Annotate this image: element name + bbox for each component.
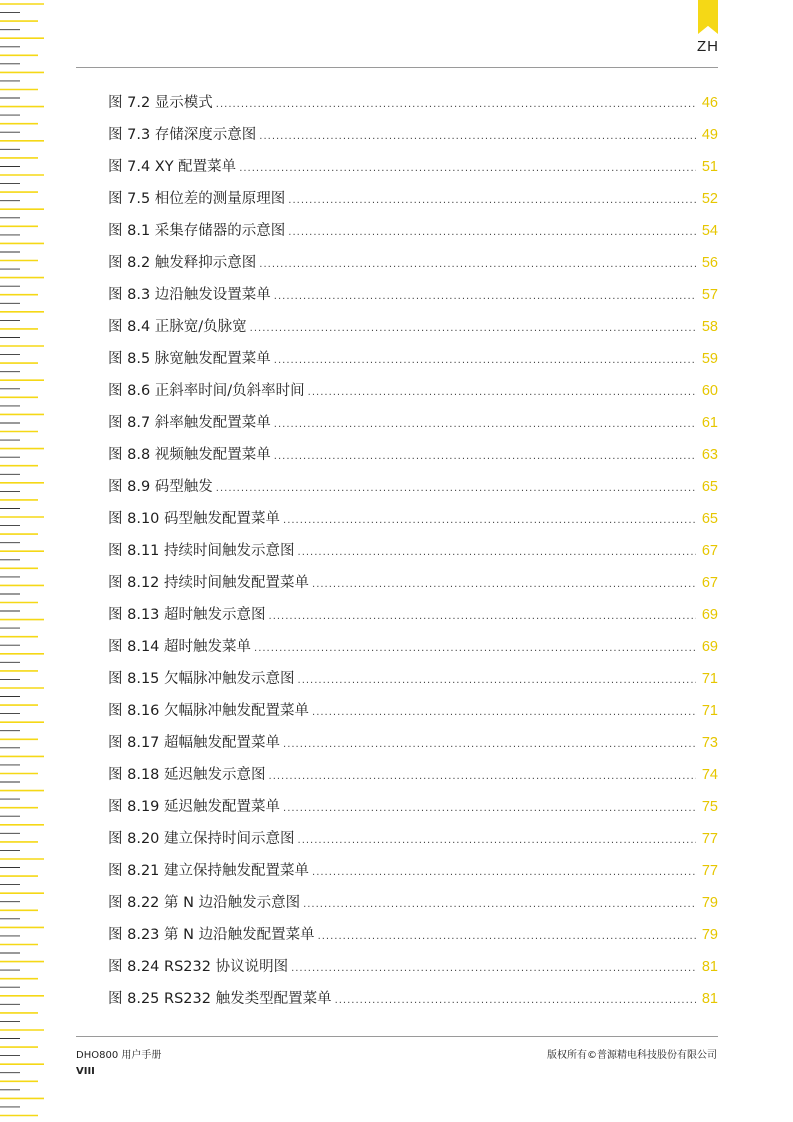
toc-entry-page-number[interactable]: 75 bbox=[701, 799, 718, 815]
toc-entry-label: 图 8.5 脉宽触发配置菜单 bbox=[108, 351, 271, 367]
dot-leader bbox=[298, 665, 696, 697]
dot-leader bbox=[298, 537, 696, 569]
dot-leader bbox=[274, 441, 696, 473]
page-number: VIII bbox=[76, 1066, 95, 1077]
toc-entry-label: 图 8.6 正斜率时间/负斜率时间 bbox=[108, 383, 305, 399]
toc-entry-page-number[interactable]: 57 bbox=[701, 287, 718, 303]
toc-entry-label: 图 7.2 显示模式 bbox=[108, 95, 213, 111]
toc-entry[interactable] bbox=[108, 695, 718, 727]
toc-entry-page-number[interactable]: 73 bbox=[701, 735, 718, 751]
dot-leader bbox=[254, 633, 696, 665]
toc-entry[interactable] bbox=[108, 887, 718, 919]
toc-entry-label: 图 8.21 建立保持触发配置菜单 bbox=[108, 863, 310, 879]
toc-entry[interactable] bbox=[108, 215, 718, 247]
dot-leader bbox=[335, 985, 696, 1017]
dot-leader bbox=[298, 825, 696, 857]
toc-entry-page-number[interactable]: 49 bbox=[701, 127, 718, 143]
decorative-edge-rail bbox=[0, 0, 46, 1122]
dot-leader bbox=[312, 697, 696, 729]
dot-leader bbox=[303, 889, 696, 921]
toc-entry-page-number[interactable]: 77 bbox=[701, 863, 718, 879]
toc-entry-label: 图 8.2 触发释抑示意图 bbox=[108, 255, 257, 271]
toc-entry-label: 图 8.25 RS232 触发类型配置菜单 bbox=[108, 991, 332, 1007]
toc-entry[interactable] bbox=[108, 855, 718, 887]
toc-entry-page-number[interactable]: 71 bbox=[701, 671, 718, 687]
dot-leader bbox=[283, 729, 696, 761]
dot-leader bbox=[269, 601, 696, 633]
toc-entry-label: 图 8.19 延迟触发配置菜单 bbox=[108, 799, 281, 815]
toc-entry-label: 图 8.8 视频触发配置菜单 bbox=[108, 447, 271, 463]
toc-entry-page-number[interactable]: 54 bbox=[701, 223, 718, 239]
toc-entry[interactable] bbox=[108, 151, 718, 183]
toc-entry-label: 图 8.17 超幅触发配置菜单 bbox=[108, 735, 281, 751]
toc-entry-label: 图 8.16 欠幅脉冲触发配置菜单 bbox=[108, 703, 310, 719]
dot-leader bbox=[318, 921, 696, 953]
toc-entry-page-number[interactable]: 56 bbox=[701, 255, 718, 271]
figure-list bbox=[108, 87, 718, 1015]
toc-entry-label: 图 8.1 采集存储器的示意图 bbox=[108, 223, 286, 239]
toc-entry-label: 图 8.14 超时触发菜单 bbox=[108, 639, 252, 655]
toc-entry-page-number[interactable]: 71 bbox=[701, 703, 718, 719]
toc-entry[interactable] bbox=[108, 663, 718, 695]
toc-entry[interactable] bbox=[108, 183, 718, 215]
toc-entry[interactable] bbox=[108, 567, 718, 599]
toc-entry-page-number[interactable]: 67 bbox=[701, 575, 718, 591]
toc-entry-page-number[interactable]: 74 bbox=[701, 767, 718, 783]
toc-entry-page-number[interactable]: 67 bbox=[701, 543, 718, 559]
toc-entry-page-number[interactable]: 81 bbox=[701, 991, 718, 1007]
toc-entry[interactable] bbox=[108, 343, 718, 375]
dot-leader bbox=[283, 505, 696, 537]
toc-entry-page-number[interactable]: 81 bbox=[701, 959, 718, 975]
dot-leader bbox=[274, 345, 696, 377]
toc-entry-label: 图 8.10 码型触发配置菜单 bbox=[108, 511, 281, 527]
toc-entry[interactable] bbox=[108, 471, 718, 503]
toc-entry-page-number[interactable]: 52 bbox=[701, 191, 718, 207]
toc-entry-page-number[interactable]: 79 bbox=[701, 927, 718, 943]
toc-entry[interactable] bbox=[108, 919, 718, 951]
toc-entry[interactable] bbox=[108, 535, 718, 567]
toc-entry-page-number[interactable]: 77 bbox=[701, 831, 718, 847]
toc-entry-label: 图 8.22 第 N 边沿触发示意图 bbox=[108, 895, 301, 911]
toc-entry-page-number[interactable]: 61 bbox=[701, 415, 718, 431]
toc-entry[interactable] bbox=[108, 439, 718, 471]
toc-entry-page-number[interactable]: 46 bbox=[701, 95, 718, 111]
toc-entry[interactable] bbox=[108, 503, 718, 535]
toc-entry[interactable] bbox=[108, 791, 718, 823]
toc-entry-page-number[interactable]: 69 bbox=[701, 607, 718, 623]
toc-entry[interactable] bbox=[108, 279, 718, 311]
toc-entry-label: 图 7.3 存储深度示意图 bbox=[108, 127, 257, 143]
toc-entry[interactable] bbox=[108, 631, 718, 663]
header-divider bbox=[76, 67, 718, 68]
toc-entry-page-number[interactable]: 79 bbox=[701, 895, 718, 911]
toc-entry-page-number[interactable]: 51 bbox=[701, 159, 718, 175]
dot-leader bbox=[274, 281, 696, 313]
manual-title: DHO800 用户手册 bbox=[76, 1050, 162, 1061]
dot-leader bbox=[269, 761, 696, 793]
toc-entry-label: 图 7.5 相位差的测量原理图 bbox=[108, 191, 286, 207]
toc-entry-page-number[interactable]: 65 bbox=[701, 479, 718, 495]
dot-leader bbox=[312, 569, 696, 601]
toc-entry[interactable] bbox=[108, 119, 718, 151]
dot-leader bbox=[259, 249, 696, 281]
toc-entry-page-number[interactable]: 59 bbox=[701, 351, 718, 367]
chapter-tab-marker bbox=[698, 0, 718, 34]
toc-entry[interactable] bbox=[108, 759, 718, 791]
toc-entry-label: 图 8.3 边沿触发设置菜单 bbox=[108, 287, 271, 303]
dot-leader bbox=[250, 313, 696, 345]
dot-leader bbox=[274, 409, 696, 441]
toc-entry[interactable] bbox=[108, 599, 718, 631]
toc-entry[interactable] bbox=[108, 727, 718, 759]
toc-entry-label: 图 8.23 第 N 边沿触发配置菜单 bbox=[108, 927, 315, 943]
toc-entry[interactable] bbox=[108, 951, 718, 983]
toc-entry[interactable] bbox=[108, 87, 718, 119]
dot-leader bbox=[216, 473, 696, 505]
toc-entry[interactable] bbox=[108, 375, 718, 407]
dot-leader bbox=[283, 793, 696, 825]
toc-entry-label: 图 8.15 欠幅脉冲触发示意图 bbox=[108, 671, 295, 687]
dot-leader bbox=[288, 217, 696, 249]
toc-entry-page-number[interactable]: 58 bbox=[701, 319, 718, 335]
dot-leader bbox=[216, 89, 696, 121]
dot-leader bbox=[288, 185, 696, 217]
dot-leader bbox=[308, 377, 696, 409]
toc-entry[interactable] bbox=[108, 247, 718, 279]
copyright-notice: 版权所有©普源精电科技股份有限公司 bbox=[547, 1050, 717, 1061]
toc-entry-page-number[interactable]: 60 bbox=[701, 383, 718, 399]
toc-entry-label: 图 7.4 XY 配置菜单 bbox=[108, 159, 237, 175]
toc-entry-label: 图 8.18 延迟触发示意图 bbox=[108, 767, 266, 783]
footer-divider bbox=[76, 1036, 718, 1037]
toc-entry-label: 图 8.20 建立保持时间示意图 bbox=[108, 831, 295, 847]
toc-entry[interactable] bbox=[108, 983, 718, 1015]
dot-leader bbox=[312, 857, 696, 889]
toc-entry-label: 图 8.7 斜率触发配置菜单 bbox=[108, 415, 271, 431]
toc-entry-label: 图 8.12 持续时间触发配置菜单 bbox=[108, 575, 310, 591]
dot-leader bbox=[239, 153, 696, 185]
toc-entry-label: 图 8.9 码型触发 bbox=[108, 479, 213, 495]
toc-entry-page-number[interactable]: 63 bbox=[701, 447, 718, 463]
toc-entry-page-number[interactable]: 65 bbox=[701, 511, 718, 527]
toc-entry[interactable] bbox=[108, 407, 718, 439]
dot-leader bbox=[291, 953, 696, 985]
toc-entry[interactable] bbox=[108, 823, 718, 855]
toc-entry-label: 图 8.13 超时触发示意图 bbox=[108, 607, 266, 623]
toc-entry-label: 图 8.24 RS232 协议说明图 bbox=[108, 959, 289, 975]
dot-leader bbox=[259, 121, 696, 153]
toc-entry-page-number[interactable]: 69 bbox=[701, 639, 718, 655]
language-tag: ZH bbox=[697, 38, 719, 55]
toc-entry[interactable] bbox=[108, 311, 718, 343]
toc-entry-label: 图 8.4 正脉宽/负脉宽 bbox=[108, 319, 247, 335]
toc-entry-label: 图 8.11 持续时间触发示意图 bbox=[108, 543, 295, 559]
